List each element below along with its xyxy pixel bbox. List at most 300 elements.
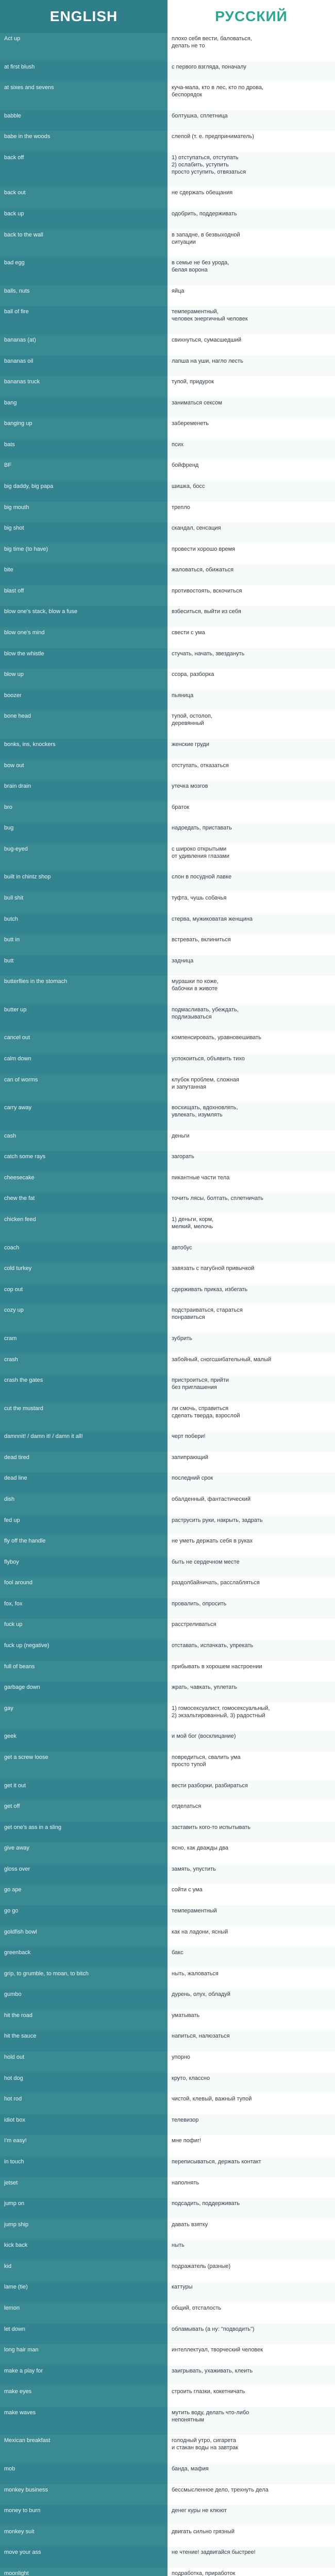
english-term: bonks, ins, knockers	[0, 739, 167, 760]
glossary-row	[0, 2484, 335, 2505]
english-term: back off	[0, 152, 167, 188]
glossary-row	[0, 1284, 335, 1305]
russian-translation: каттуры	[167, 2281, 335, 2302]
glossary-row	[0, 397, 335, 418]
english-term: bone head	[0, 710, 167, 739]
glossary-row	[0, 585, 335, 606]
glossary-row	[0, 544, 335, 565]
english-term: garbage down	[0, 1682, 167, 1703]
english-term: I'm easy!	[0, 2135, 167, 2156]
english-term: balls, nuts	[0, 285, 167, 307]
russian-translation: успокоиться, объявить тихо	[167, 1053, 335, 1074]
column-header	[0, 0, 335, 33]
glossary-row	[0, 1556, 335, 1578]
glossary-row	[0, 61, 335, 82]
english-term: bananas oil	[0, 355, 167, 377]
glossary-row	[0, 187, 335, 208]
russian-translation: как на ладони, ясный	[167, 1926, 335, 1947]
glossary-row	[0, 2114, 335, 2136]
glossary-row	[0, 1884, 335, 1905]
glossary-row	[0, 739, 335, 760]
glossary-row	[0, 1074, 335, 1103]
russian-translation: свихнуться, сумасшедший	[167, 334, 335, 355]
english-term: give away	[0, 1842, 167, 1863]
english-term: hit the road	[0, 2010, 167, 2031]
russian-translation: жрать, чавкать, уплетать	[167, 1682, 335, 1703]
glossary-row	[0, 208, 335, 229]
english-term: fuck up (negative)	[0, 1640, 167, 1661]
glossary-row	[0, 1905, 335, 1926]
glossary-row	[0, 285, 335, 307]
russian-translation: провалить, опросить	[167, 1598, 335, 1619]
glossary-row	[0, 2435, 335, 2463]
english-term: cozy up	[0, 1304, 167, 1333]
glossary-row	[0, 760, 335, 781]
english-term: BF	[0, 460, 167, 481]
russian-translation: лапша на уши, нагло лесть	[167, 355, 335, 377]
russian-translation: мне пофиг!	[167, 2135, 335, 2156]
russian-translation: псих	[167, 439, 335, 460]
russian-translation: отделаться	[167, 1801, 335, 1822]
russian-translation: заставить кого-то испытывать	[167, 1822, 335, 1843]
russian-translation: замять, упустить	[167, 1863, 335, 1885]
russian-translation: трепло	[167, 502, 335, 523]
english-term: carry away	[0, 1102, 167, 1130]
glossary-list	[0, 33, 335, 2576]
russian-translation: сдерживать приказ, избегать	[167, 1284, 335, 1305]
english-term: dish	[0, 1494, 167, 1515]
glossary-row	[0, 1947, 335, 1968]
russian-translation: жаловаться, обижаться	[167, 564, 335, 585]
english-term: gay	[0, 1703, 167, 1731]
russian-translation: пьяница	[167, 690, 335, 711]
english-term: at first blush	[0, 61, 167, 82]
glossary-row	[0, 1619, 335, 1640]
russian-translation: темпераментный, человек энергичный человек	[167, 306, 335, 334]
english-term: mob	[0, 2463, 167, 2484]
english-term: coach	[0, 1242, 167, 1263]
glossary-row	[0, 131, 335, 152]
english-term: butch	[0, 913, 167, 935]
english-term: babble	[0, 110, 167, 131]
glossary-row	[0, 2135, 335, 2156]
glossary-row	[0, 1333, 335, 1354]
glossary-row	[0, 2324, 335, 2345]
russian-translation: кучa-мала, кто в лес, кто по дрова, беспорядок	[167, 82, 335, 110]
english-term: big shot	[0, 522, 167, 544]
russian-translation: задница	[167, 955, 335, 976]
glossary-row	[0, 1752, 335, 1780]
glossary-row	[0, 1403, 335, 1431]
russian-translation: давать взятку	[167, 2219, 335, 2240]
russian-translation: женские груди	[167, 739, 335, 760]
glossary-row	[0, 1375, 335, 1403]
glossary-row	[0, 1472, 335, 1494]
english-term: cheesecake	[0, 1172, 167, 1193]
glossary-row	[0, 1431, 335, 1452]
english-term: full of beans	[0, 1661, 167, 1682]
english-term: moonlight	[0, 2568, 167, 2576]
english-term: big daddy, big papa	[0, 481, 167, 502]
russian-translation: последний срок	[167, 1472, 335, 1494]
glossary-row	[0, 1968, 335, 1989]
glossary-row	[0, 2093, 335, 2114]
english-term: cram	[0, 1333, 167, 1354]
glossary-row	[0, 1822, 335, 1843]
english-term: brain drain	[0, 781, 167, 802]
glossary-row	[0, 2547, 335, 2568]
russian-translation: подработка, приработок	[167, 2568, 335, 2576]
glossary-row	[0, 439, 335, 460]
russian-translation: пикантные части тела	[167, 1172, 335, 1193]
english-term: make eyes	[0, 2386, 167, 2407]
russian-translation: мурашки по коже, бабочки в животе	[167, 976, 335, 1004]
glossary-row	[0, 2010, 335, 2031]
english-term: grip, to grumble, to moan, to bitch	[0, 1968, 167, 1989]
russian-translation: встревать, вклиниться	[167, 934, 335, 955]
english-term: big time (to have)	[0, 544, 167, 565]
glossary-row	[0, 1703, 335, 1731]
russian-translation: слон в посудной лавке	[167, 871, 335, 892]
english-term: hot dog	[0, 2073, 167, 2094]
english-term: move your ass	[0, 2547, 167, 2568]
glossary-row	[0, 648, 335, 669]
english-term: get off	[0, 1801, 167, 1822]
glossary-row	[0, 481, 335, 502]
russian-translation: в семье не без урода, белая ворона	[167, 257, 335, 285]
glossary-row	[0, 2505, 335, 2526]
english-term: crash	[0, 1354, 167, 1375]
english-term: monkey suit	[0, 2526, 167, 2547]
glossary-row	[0, 955, 335, 976]
russian-translation: раструсить руки, накрыть, задрать	[167, 1515, 335, 1536]
english-term: fuck up	[0, 1619, 167, 1640]
glossary-row	[0, 781, 335, 802]
russian-translation: не сдержать обещания	[167, 187, 335, 208]
russian-translation: круто, классно	[167, 2073, 335, 2094]
glossary-row	[0, 1242, 335, 1263]
english-term: at sixes and sevens	[0, 82, 167, 110]
english-term: bananas truck	[0, 376, 167, 397]
russian-translation: подстраиваться, стараться понравиться	[167, 1304, 335, 1333]
glossary-row	[0, 1304, 335, 1333]
glossary-row	[0, 2219, 335, 2240]
glossary-row	[0, 710, 335, 739]
english-term: make waves	[0, 2407, 167, 2435]
russian-translation: строить глазки, кокетничать	[167, 2386, 335, 2407]
glossary-row	[0, 2568, 335, 2576]
english-term: cut the mustard	[0, 1403, 167, 1431]
english-term: geek	[0, 1731, 167, 1752]
english-term: go go	[0, 1905, 167, 1926]
russian-translation: яйца	[167, 285, 335, 307]
glossary-row	[0, 843, 335, 872]
english-term: blast off	[0, 585, 167, 606]
english-term: get it out	[0, 1780, 167, 1801]
english-term: bug	[0, 822, 167, 843]
russian-translation: денег куры не клюют	[167, 2505, 335, 2526]
english-term: jump on	[0, 2198, 167, 2219]
russian-translation: взбеситься, выйти из себя	[167, 606, 335, 627]
glossary-row	[0, 2526, 335, 2547]
glossary-row	[0, 110, 335, 131]
russian-translation: быть не сердечном месте	[167, 1556, 335, 1578]
english-term: blow the whistle	[0, 648, 167, 669]
russian-translation: ясно, как дважды два	[167, 1842, 335, 1863]
english-term: back out	[0, 187, 167, 208]
russian-translation: дурень, олух, обладуй	[167, 1989, 335, 2010]
glossary-row	[0, 2281, 335, 2302]
russian-translation: браток	[167, 802, 335, 823]
glossary-row	[0, 1780, 335, 1801]
english-term: fed up	[0, 1515, 167, 1536]
russian-translation: мутить воду, делать что-либо непонятным	[167, 2407, 335, 2435]
glossary-row	[0, 522, 335, 544]
english-term: greenback	[0, 1947, 167, 1968]
russian-translation: бойфренд	[167, 460, 335, 481]
english-term: Mexican breakfast	[0, 2435, 167, 2463]
english-term: goldfish bowl	[0, 1926, 167, 1947]
glossary-row	[0, 2463, 335, 2484]
glossary-row	[0, 82, 335, 110]
russian-translation: подсадить, поддерживать	[167, 2198, 335, 2219]
english-term: bow out	[0, 760, 167, 781]
russian-translation: скандал, сенсация	[167, 522, 335, 544]
russian-translation: бакс	[167, 1947, 335, 1968]
english-term: jump ship	[0, 2219, 167, 2240]
glossary-row	[0, 1640, 335, 1661]
english-term: monkey business	[0, 2484, 167, 2505]
english-term: damnnit! / damn it! / damn it all!	[0, 1431, 167, 1452]
russian-translation: раздолбайничать, расслабляться	[167, 1577, 335, 1598]
english-term: can of worms	[0, 1074, 167, 1103]
glossary-row	[0, 564, 335, 585]
glossary-row	[0, 1661, 335, 1682]
russian-translation: подмасливать, убеждать, подлизываться	[167, 1004, 335, 1032]
english-term: get a screw loose	[0, 1752, 167, 1780]
english-term: blow one's stack, blow a fuse	[0, 606, 167, 627]
english-term: cold turkey	[0, 1263, 167, 1284]
russian-translation: чистой, клевый, важный тупой	[167, 2093, 335, 2114]
english-term: bang	[0, 397, 167, 418]
glossary-row	[0, 1598, 335, 1619]
russian-translation: сойти с ума	[167, 1884, 335, 1905]
russian-translation: повредиться, свалить ума просто тупой	[167, 1752, 335, 1780]
russian-translation: интеллектуал, творческий человек	[167, 2344, 335, 2365]
russian-translation: свести с ума	[167, 627, 335, 648]
glossary-row	[0, 229, 335, 258]
english-term: cop out	[0, 1284, 167, 1305]
russian-translation: с широко открытыми от удивления глазами	[167, 843, 335, 872]
russian-translation: не чтение! задвигайся быстрее!	[167, 2547, 335, 2568]
russian-translation: точить лясы, болтать, сплетничать	[167, 1193, 335, 1214]
english-term: butt	[0, 955, 167, 976]
russian-translation: отставать, испачкать, упрекать	[167, 1640, 335, 1661]
glossary-row	[0, 1214, 335, 1242]
glossary-row	[0, 502, 335, 523]
glossary-row	[0, 1842, 335, 1863]
glossary-row	[0, 1577, 335, 1598]
russian-translation: и мой бог (восклицание)	[167, 1731, 335, 1752]
english-term: fool around	[0, 1577, 167, 1598]
russian-translation: общий, отсталость	[167, 2302, 335, 2324]
russian-translation: упорно	[167, 2052, 335, 2073]
russian-translation: восхищать, вдохновлять, увлекать, изумлять	[167, 1102, 335, 1130]
russian-translation: отступать, отказаться	[167, 760, 335, 781]
glossary-row	[0, 1151, 335, 1172]
glossary-row	[0, 871, 335, 892]
english-term: ball of fire	[0, 306, 167, 334]
glossary-row	[0, 1102, 335, 1130]
russian-translation: зубрить	[167, 1333, 335, 1354]
english-term: bananas (at)	[0, 334, 167, 355]
glossary-row	[0, 2240, 335, 2261]
english-term: get one's ass in a sling	[0, 1822, 167, 1843]
russian-translation: расстреливаться	[167, 1619, 335, 1640]
russian-translation: тупой, придурок	[167, 376, 335, 397]
english-term: kick back	[0, 2240, 167, 2261]
english-term: idiot box	[0, 2114, 167, 2136]
english-term: big mouth	[0, 502, 167, 523]
english-term: kid	[0, 2261, 167, 2282]
english-term: chicken feed	[0, 1214, 167, 1242]
russian-translation: голодный утро, сигарета и стакан воды на завтрак	[167, 2435, 335, 2463]
english-term: fox, fox	[0, 1598, 167, 1619]
english-term: built in chintz shop	[0, 871, 167, 892]
russian-translation: тупой, остолоп, деревянный	[167, 710, 335, 739]
english-term: calm down	[0, 1053, 167, 1074]
glossary-row	[0, 1004, 335, 1032]
glossary-row	[0, 2177, 335, 2198]
glossary-row	[0, 690, 335, 711]
russian-translation: одобрить, поддерживать	[167, 208, 335, 229]
glossary-row	[0, 2030, 335, 2052]
glossary-row	[0, 2407, 335, 2435]
russian-translation: 1) гомосексуалист, гомосексуальный, 2) экзальтированный, 3) радостный	[167, 1703, 335, 1731]
russian-translation: деньги	[167, 1130, 335, 1151]
russian-translation: запипрающий	[167, 1452, 335, 1473]
russian-translation: утечка мозгов	[167, 781, 335, 802]
english-term: let down	[0, 2324, 167, 2345]
english-term: crash the gates	[0, 1375, 167, 1403]
glossary-row	[0, 460, 335, 481]
russian-translation: переписываться, держать контакт	[167, 2156, 335, 2177]
russian-translation: 1) отступаться, отступать 2) ослабить, уступить просто уступить, отвязаться	[167, 152, 335, 188]
russian-translation: бессмысленное дело, трехнуть дела	[167, 2484, 335, 2505]
russian-translation: телевизор	[167, 2114, 335, 2136]
english-term: money to burn	[0, 2505, 167, 2526]
english-term: lemon	[0, 2302, 167, 2324]
russian-translation: пристроиться, прийти без приглашения	[167, 1375, 335, 1403]
russian-translation: уматывать	[167, 2010, 335, 2031]
russian-translation: вести разборки, разбираться	[167, 1780, 335, 1801]
glossary-row	[0, 1801, 335, 1822]
glossary-row	[0, 355, 335, 377]
glossary-row	[0, 2344, 335, 2365]
russian-translation: 1) деньги, корм, мелкий, мелочь	[167, 1214, 335, 1242]
russian-translation: напиться, налюзаться	[167, 2030, 335, 2052]
glossary-row	[0, 1989, 335, 2010]
russian-translation: провести хорошо время	[167, 544, 335, 565]
glossary-row	[0, 1731, 335, 1752]
english-term: back to the wall	[0, 229, 167, 258]
russian-translation: заигрывать, ухаживать, клеить	[167, 2365, 335, 2386]
glossary-row	[0, 2386, 335, 2407]
english-term: bite	[0, 564, 167, 585]
glossary-row	[0, 2052, 335, 2073]
glossary-row	[0, 1354, 335, 1375]
russian-translation: с первого взгляда, поначалу	[167, 61, 335, 82]
glossary-row	[0, 802, 335, 823]
english-term: blow up	[0, 669, 167, 690]
russian-translation: забойный, сногсшибательный, малый	[167, 1354, 335, 1375]
russian-translation: ныть, жаловаться	[167, 1968, 335, 1989]
russian-translation: двигать сильно грязный	[167, 2526, 335, 2547]
english-term: banging up	[0, 418, 167, 439]
english-term: bro	[0, 802, 167, 823]
english-term: hold out	[0, 2052, 167, 2073]
russian-translation: надоедать, приставать	[167, 822, 335, 843]
russian-translation: черт побери!	[167, 1431, 335, 1452]
glossary-row	[0, 627, 335, 648]
glossary-row	[0, 33, 335, 61]
english-term: bats	[0, 439, 167, 460]
glossary-row	[0, 306, 335, 334]
english-term: make a play for	[0, 2365, 167, 2386]
russian-translation: банда, мафия	[167, 2463, 335, 2484]
glossary-row	[0, 1032, 335, 1053]
glossary-row	[0, 934, 335, 955]
russian-translation: прибывать в хорошем настроении	[167, 1661, 335, 1682]
glossary-row	[0, 1193, 335, 1214]
russian-translation: ныть	[167, 2240, 335, 2261]
english-column-title: ENGLISH	[0, 0, 167, 33]
glossary-row	[0, 1535, 335, 1556]
glossary-row	[0, 2198, 335, 2219]
glossary-row	[0, 1494, 335, 1515]
english-term: jetset	[0, 2177, 167, 2198]
russian-translation: ссора, разборка	[167, 669, 335, 690]
english-term: bull shit	[0, 892, 167, 913]
glossary-row	[0, 257, 335, 285]
english-term: bad egg	[0, 257, 167, 285]
russian-translation: слепой (т. е. предприниматель)	[167, 131, 335, 152]
russian-translation: автобус	[167, 1242, 335, 1263]
glossary-row	[0, 892, 335, 913]
english-term: dead line	[0, 1472, 167, 1494]
english-term: long hair man	[0, 2344, 167, 2365]
english-term: bug-eyed	[0, 843, 167, 872]
glossary-row	[0, 1130, 335, 1151]
russian-translation: не уметь держать себя в руках	[167, 1535, 335, 1556]
russian-translation: плохо себя вести, баловаться, делать не то	[167, 33, 335, 61]
english-term: go ape	[0, 1884, 167, 1905]
english-term: cancel out	[0, 1032, 167, 1053]
english-term: gloss over	[0, 1863, 167, 1885]
russian-translation: противостоять, вскочиться	[167, 585, 335, 606]
russian-translation: туфта, чушь собачья	[167, 892, 335, 913]
glossary-row	[0, 334, 335, 355]
english-term: gumbo	[0, 1989, 167, 2010]
russian-translation: в западне, в безвыходной ситуации	[167, 229, 335, 258]
glossary-row	[0, 1452, 335, 1473]
glossary-row	[0, 606, 335, 627]
russian-translation: стерва, мужиковатая женщина	[167, 913, 335, 935]
english-term: butterflies in the stomach	[0, 976, 167, 1004]
glossary-row	[0, 2073, 335, 2094]
english-term: cash	[0, 1130, 167, 1151]
russian-translation: обламывать (а ну: "подводить")	[167, 2324, 335, 2345]
